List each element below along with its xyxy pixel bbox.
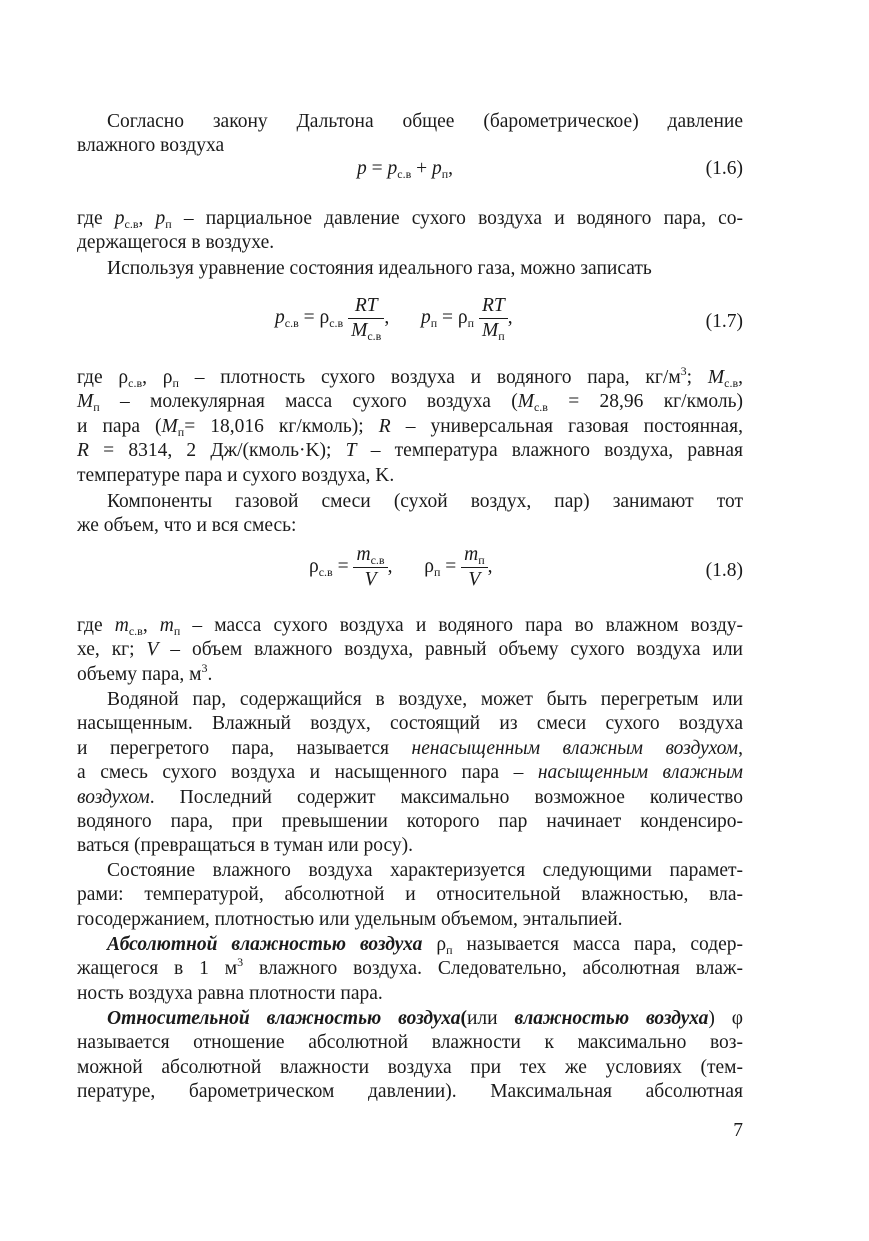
text-line: где $p_{с.в}$, $p_п$ – парциальное давление сухого воздуха и водяного пара, со- — [77, 208, 743, 231]
text-line: объему пара, $м^3$. — [77, 660, 213, 685]
text-line: рами: температурой, абсолютной и относительной влажностью, вла- — [77, 884, 743, 906]
text-line: водяного пара, при превышении которого пар начинает конденсиро- — [77, 811, 743, 833]
text-line: Абсолютной влажностью воздуха $\rho_п$ называется масса пара, содер- — [107, 934, 744, 957]
text-line: ность воздуха равна плотности пара. — [77, 982, 383, 1004]
text-line: можной абсолютной влажности воздуха при тех же условиях (тем- — [77, 1056, 743, 1078]
text-line: а смесь сухого воздуха и насыщенного пара – насыщенным влажным — [77, 762, 743, 784]
text-line: Относительной влажностью воздуха(или влажностью воздуха) φ — [107, 1008, 743, 1029]
text-line: температуре пара и сухого воздуха, K. — [77, 464, 395, 486]
text-line: и перегретого пара, называется ненасыщенным влажным воздухом, — [77, 737, 743, 759]
paragraph-relative-humidity — [77, 1007, 743, 1105]
paragraph-mass-volume — [77, 614, 743, 687]
text-line: Водяной пар, содержащийся в воздухе, может быть перегретым или — [107, 689, 743, 710]
text-line: влажного воздуха — [77, 135, 225, 157]
text-line: $M_п$ – молекулярная масса сухого воздуха ($M_{с.в} = 28,96$ кг/кмоль) — [77, 391, 744, 415]
paragraph-density-definitions — [77, 366, 743, 488]
paragraph-gas-components — [77, 490, 743, 539]
text-line: Состояние влажного воздуха характеризуется следующими парамет- — [107, 860, 743, 881]
text-line: пературе, барометрическом давлении). Максимальная абсолютная — [77, 1081, 743, 1103]
paragraph-water-vapor — [77, 688, 743, 859]
paragraph-dalton-law — [77, 110, 743, 159]
equation-number: (1.6) — [705, 158, 743, 179]
text-line: Используя уравнение состояния идеального газа, можно записать — [107, 258, 652, 279]
text-line: держащегося в воздухе. — [77, 232, 275, 254]
text-line: воздухом. Последний содержит максимально возможное количество — [77, 786, 743, 808]
text-line: называется отношение абсолютной влажности к максимально воз- — [77, 1032, 743, 1054]
paragraph-ideal-gas — [77, 257, 743, 281]
equation-expression: $\rho_{с.в}$ = $\frac{m_{с.в}}{V}$ , $\rho_п$ = $\frac{m_п}{V}$ , — [309, 544, 493, 590]
paragraph-state-parameters — [77, 859, 743, 932]
fraction: $\frac{m_{с.в}}{V}$ — [353, 543, 387, 592]
text-line: госодержанием, плотностью или удельным объемом, энтальпией. — [77, 908, 623, 930]
text-line: насыщенным. Влажный воздух, состоящий из смеси сухого воздуха — [77, 713, 743, 735]
text-line: Компоненты газовой смеси (сухой воздух, пар) занимают тот — [107, 491, 743, 512]
text-line: Согласно закону Дальтона общее (барометрическое) давление — [107, 111, 743, 132]
fraction: $\frac{RT}{M_{с.в}}$ — [348, 294, 384, 343]
equation-expression: $p = p_{с.в} + p_п$, — [357, 158, 454, 181]
equation-1-8 — [77, 543, 743, 599]
text-line: ваться (превращаться в туман или росу). — [77, 835, 414, 857]
fraction: $\frac{RT}{M_п}$ — [479, 294, 508, 343]
text-line: где $\rho_{с.в}$, $\rho_п$ – плотность сухого воздуха и водяного пара, $кг/м^3$; $M_{с.в}$, — [77, 364, 743, 390]
text-line: же объем, что и вся смесь: — [77, 515, 297, 537]
page-number: 7 — [733, 1120, 743, 1141]
equation-number: (1.8) — [705, 560, 743, 581]
text-line: R = 8314, 2 Дж/(кмоль·K); T – температура влажного воздуха, равная — [77, 440, 743, 462]
paragraph-partial-pressure — [77, 207, 743, 256]
equation-1-7 — [77, 294, 743, 354]
fraction: $\frac{m_п}{V}$ — [461, 543, 488, 592]
text-line: и пара ($M_п= 18,016$ кг/кмоль); R – универсальная газовая постоянная, — [77, 415, 743, 439]
equation-expression: $p_{с.в} = \rho_{с.в}$ $\frac{RT}{M_{с.в}}$ , $p_п = \rho_п$ $\frac{RT}{M_п}$ , — [275, 295, 513, 343]
equation-number: (1.7) — [705, 311, 743, 332]
paragraph-absolute-humidity — [77, 933, 743, 1006]
text-line: хе, кг; V – объем влажного воздуха, равный объему сухого воздуха или — [77, 639, 743, 661]
text-line: жащегося в 1 $м^3$ влажного воздуха. Следовательно, абсолютная влаж- — [77, 955, 744, 980]
text-line: где $m_{с.в}$, $m_п$ – масса сухого воздуха и водяного пара во влажном возду- — [77, 615, 744, 638]
